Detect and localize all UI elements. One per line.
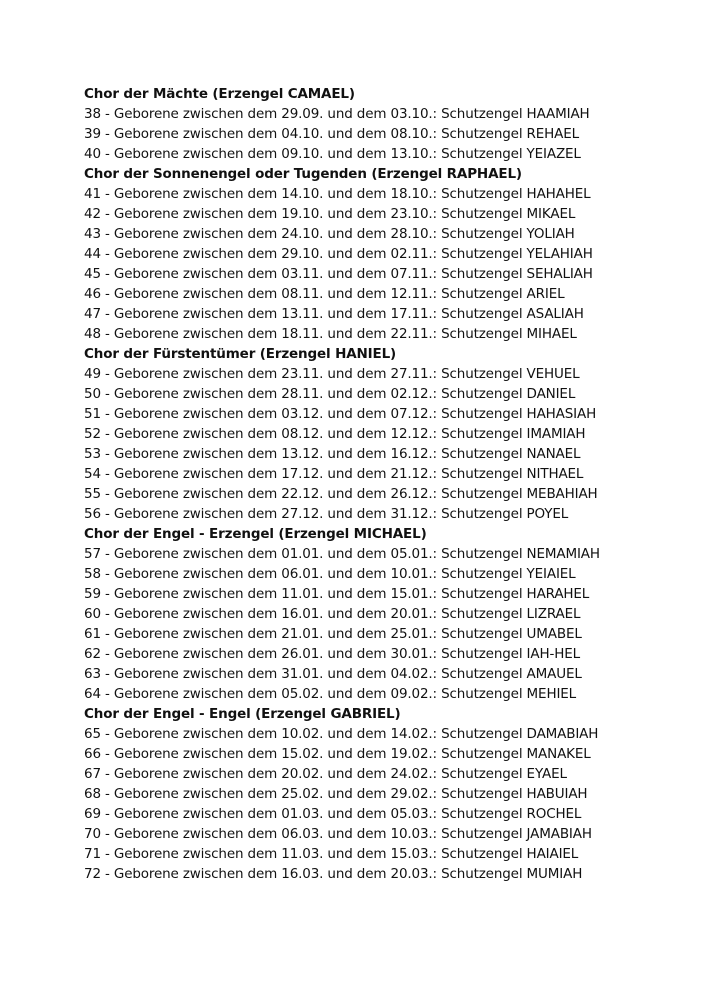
list-item: 42 - Geborene zwischen dem 19.10. und dem 23.10.: Schutzengel MIKAEL: [84, 206, 576, 222]
document-page: [84, 84, 684, 884]
list-item: 52 - Geborene zwischen dem 08.12. und dem 12.12.: Schutzengel IMAMIAH: [84, 426, 586, 442]
list-item: 67 - Geborene zwischen dem 20.02. und dem 24.02.: Schutzengel EYAEL: [84, 766, 567, 782]
list-item: 44 - Geborene zwischen dem 29.10. und dem 02.11.: Schutzengel YELAHIAH: [84, 246, 593, 262]
list-item: 72 - Geborene zwischen dem 16.03. und dem 20.03.: Schutzengel MUMIAH: [84, 866, 583, 882]
list-item: 54 - Geborene zwischen dem 17.12. und dem 21.12.: Schutzengel NITHAEL: [84, 466, 584, 482]
section-heading-camael: Chor der Mächte (Erzengel CAMAEL): [84, 86, 355, 102]
list-item: 66 - Geborene zwischen dem 15.02. und dem 19.02.: Schutzengel MANAKEL: [84, 746, 591, 762]
list-item: 49 - Geborene zwischen dem 23.11. und dem 27.11.: Schutzengel VEHUEL: [84, 366, 580, 382]
list-item: 48 - Geborene zwischen dem 18.11. und dem 22.11.: Schutzengel MIHAEL: [84, 326, 577, 342]
list-item: 58 - Geborene zwischen dem 06.01. und dem 10.01.: Schutzengel YEIAIEL: [84, 566, 576, 582]
section-heading-raphael: Chor der Sonnenengel oder Tugenden (Erzengel RAPHAEL): [84, 166, 522, 182]
list-item: 63 - Geborene zwischen dem 31.01. und dem 04.02.: Schutzengel AMAUEL: [84, 666, 582, 682]
list-item: 40 - Geborene zwischen dem 09.10. und dem 13.10.: Schutzengel YEIAZEL: [84, 146, 581, 162]
list-item: 65 - Geborene zwischen dem 10.02. und dem 14.02.: Schutzengel DAMABIAH: [84, 726, 599, 742]
list-item: 46 - Geborene zwischen dem 08.11. und dem 12.11.: Schutzengel ARIEL: [84, 286, 565, 302]
list-item: 59 - Geborene zwischen dem 11.01. und dem 15.01.: Schutzengel HARAHEL: [84, 586, 590, 602]
list-item: 70 - Geborene zwischen dem 06.03. und dem 10.03.: Schutzengel JAMABIAH: [84, 826, 592, 842]
list-item: 62 - Geborene zwischen dem 26.01. und dem 30.01.: Schutzengel IAH-HEL: [84, 646, 580, 662]
list-item: 69 - Geborene zwischen dem 01.03. und dem 05.03.: Schutzengel ROCHEL: [84, 806, 582, 822]
list-item: 45 - Geborene zwischen dem 03.11. und dem 07.11.: Schutzengel SEHALIAH: [84, 266, 593, 282]
list-item: 39 - Geborene zwischen dem 04.10. und dem 08.10.: Schutzengel REHAEL: [84, 126, 580, 142]
list-item: 60 - Geborene zwischen dem 16.01. und dem 20.01.: Schutzengel LIZRAEL: [84, 606, 581, 622]
list-item: 38 - Geborene zwischen dem 29.09. und dem 03.10.: Schutzengel HAAMIAH: [84, 106, 590, 122]
list-item: 50 - Geborene zwischen dem 28.11. und dem 02.12.: Schutzengel DANIEL: [84, 386, 576, 402]
list-item: 53 - Geborene zwischen dem 13.12. und dem 16.12.: Schutzengel NANAEL: [84, 446, 581, 462]
section-heading-gabriel: Chor der Engel - Engel (Erzengel GABRIEL): [84, 706, 401, 722]
list-item: 68 - Geborene zwischen dem 25.02. und dem 29.02.: Schutzengel HABUIAH: [84, 786, 588, 802]
list-item: 64 - Geborene zwischen dem 05.02. und dem 09.02.: Schutzengel MEHIEL: [84, 686, 577, 702]
list-item: 55 - Geborene zwischen dem 22.12. und dem 26.12.: Schutzengel MEBAHIAH: [84, 486, 598, 502]
list-item: 71 - Geborene zwischen dem 11.03. und dem 15.03.: Schutzengel HAIAIEL: [84, 846, 579, 862]
section-heading-haniel: Chor der Fürstentümer (Erzengel HANIEL): [84, 346, 397, 362]
section-heading-michael: Chor der Engel - Erzengel (Erzengel MICHAEL): [84, 526, 427, 542]
list-item: 43 - Geborene zwischen dem 24.10. und dem 28.10.: Schutzengel YOLIAH: [84, 226, 575, 242]
list-item: 61 - Geborene zwischen dem 21.01. und dem 25.01.: Schutzengel UMABEL: [84, 626, 582, 642]
list-item: 56 - Geborene zwischen dem 27.12. und dem 31.12.: Schutzengel POYEL: [84, 506, 569, 522]
list-item: 47 - Geborene zwischen dem 13.11. und dem 17.11.: Schutzengel ASALIAH: [84, 306, 584, 322]
list-item: 41 - Geborene zwischen dem 14.10. und dem 18.10.: Schutzengel HAHAHEL: [84, 186, 591, 202]
list-item: 51 - Geborene zwischen dem 03.12. und dem 07.12.: Schutzengel HAHASIAH: [84, 406, 597, 422]
list-item: 57 - Geborene zwischen dem 01.01. und dem 05.01.: Schutzengel NEMAMIAH: [84, 546, 600, 562]
